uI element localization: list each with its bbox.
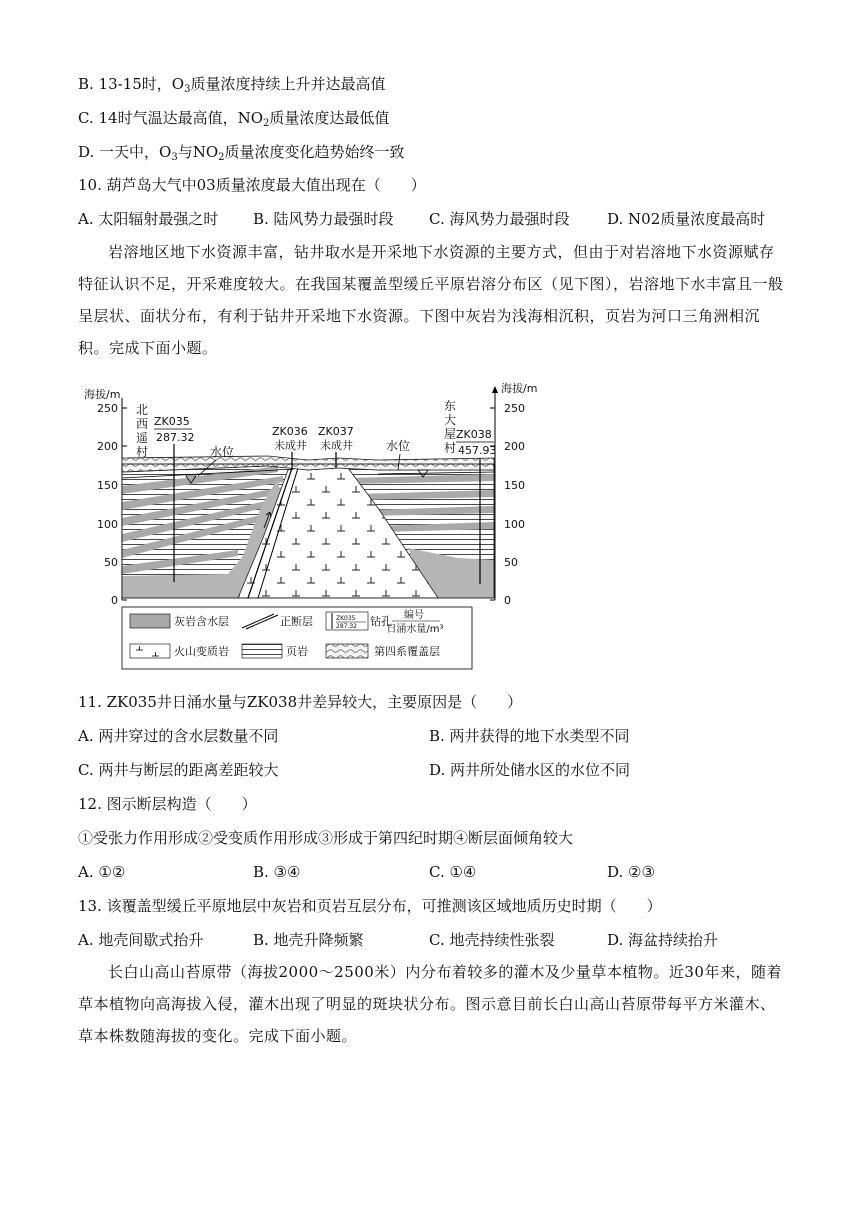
tick-left-100: 100 [97,518,118,531]
legend-shale-label: 页岩 [286,645,308,658]
legend-borehole-sample-id: ZK035 [336,615,356,622]
legend-code-label: 编号 [404,610,424,621]
water-level-label-left: 水位 [210,445,235,459]
q10-option-c: C. 海风势力最强时段 [429,210,570,228]
q9-option-b: B. 13-15时，$O_3$质量浓度持续上升并达最高值 [78,75,386,95]
well-zk037-value: 未成井 [320,439,353,452]
well-zk038-id: ZK038 [456,428,492,441]
tick-right-0: 0 [504,594,511,607]
q12-option-b: B. ③④ [253,863,301,881]
q10-stem: 10. 葫芦岛大气中03质量浓度最大值出现在（ ） [78,176,426,194]
q11-option-b: B. 两井获得的地下水类型不同 [429,727,630,745]
q12-statements: ①受张力作用形成②受变质作用形成③形成于第四纪时期④断层面倾角较大 [78,829,574,847]
well-zk036-id: ZK036 [272,425,308,438]
legend-borehole-swatch [326,612,368,630]
q13-option-b: B. 地壳升降频繁 [253,931,364,949]
tick-right-150: 150 [504,479,525,492]
q9-option-d: D. 一天中，$O_3$与$NO_2$质量浓度变化趋势始终一致 [78,143,405,163]
tick-right-50: 50 [504,556,518,569]
tick-right-200: 200 [504,440,525,453]
passage-karst: 岩溶地区地下水资源丰富，钻井取水是开采地下水资源的主要方式，但由于对岩溶地下水资源赋存特征认识不足，开采难度较大。在我国某覆盖型缓丘平原岩溶分布区（见下图），岩溶地下水丰富且一般呈层状、面状分布，有利于钻井开采地下水资源。下图中灰岩为浅海相沉积，页岩为河口三角洲相沉积。完成下面小题。 [78,243,784,357]
q11-stem: 11. ZK035井日涌水量与ZK038井差异较大，主要原因是（ ） [78,693,523,711]
well-zk038-value: 457.93 [458,444,497,457]
well-zk035-id: ZK035 [154,415,190,428]
water-level-label-right: 水位 [386,439,411,453]
tick-right-250: 250 [504,402,525,415]
legend-borehole-sample-value: 287.32 [336,623,357,630]
legend-fault-label: 正断层 [280,615,313,628]
q13-option-a: A. 地壳间歇式抬升 [78,931,204,949]
axis-title-right: 海拔/m [501,382,538,395]
q10-option-d: D. N02质量浓度最高时 [607,210,766,228]
village-left: 北西遥村 [136,403,149,459]
q9-option-c: C. 14时气温达最高值，$NO_2$质量浓度达最低值 [78,109,390,129]
legend-borehole-label: 钻孔 [370,615,392,628]
tick-left-0: 0 [111,594,118,607]
q10-option-b: B. 陆风势力最强时段 [253,210,394,228]
q11-option-c: C. 两井与断层的距离差距较大 [78,761,279,779]
village-right: 东大屋村 [444,399,457,455]
tick-left-250: 250 [97,402,118,415]
legend-volcanic-label: 火山变质岩 [174,645,229,658]
q11-option-a: A. 两井穿过的含水层数量不同 [78,727,279,745]
legend-quaternary-label: 第四系覆盖层 [374,645,440,658]
q13-option-c: C. 地壳持续性张裂 [429,931,555,949]
q13-option-d: D. 海盆持续抬升 [607,931,719,949]
tick-left-200: 200 [97,440,118,453]
geologic-cross-section [78,378,538,674]
q10-option-a: A. 太阳辐射最强之时 [78,210,219,228]
legend-fault-swatch [242,614,278,629]
q12-stem: 12. 图示断层构造（ ） [78,795,257,813]
tick-left-150: 150 [97,479,118,492]
legend-quaternary-swatch [326,644,368,658]
well-zk035-value: 287.32 [156,431,195,444]
q12-option-c: C. ①④ [429,863,477,881]
well-zk037-id: ZK037 [318,425,354,438]
q12-option-d: D. ②③ [607,863,655,881]
well-zk036-value: 未成井 [274,439,307,452]
q12-option-a: A. ①② [78,863,126,881]
tick-right-100: 100 [504,518,525,531]
legend-shale-swatch [242,644,282,658]
q13-stem: 13. 该覆盖型缓丘平原地层中灰岩和页岩互层分布，可推测该区域地质历史时期（ ） [78,897,662,915]
legend-daily-label: 日涌水量/m³ [386,624,444,635]
legend-volcanic-swatch [130,644,170,658]
legend-limestone-label: 灰岩含水层 [174,615,229,628]
legend-limestone-swatch [130,614,170,628]
tick-left-50: 50 [104,556,118,569]
q11-option-d: D. 两井所处储水区的水位不同 [429,761,631,779]
axis-title-left: 海拔/m [84,388,121,401]
passage-tundra: 长白山高山苔原带（海拔2000～2500米）内分布着较多的灌木及少量草本植物。近30年来，随着草本植物向高海拔入侵，灌木出现了明显的斑块状分布。图示意目前长白山高山苔原带每平方米灌木、草本株数随海拔的变化。完成下面小题。 [78,963,782,1045]
